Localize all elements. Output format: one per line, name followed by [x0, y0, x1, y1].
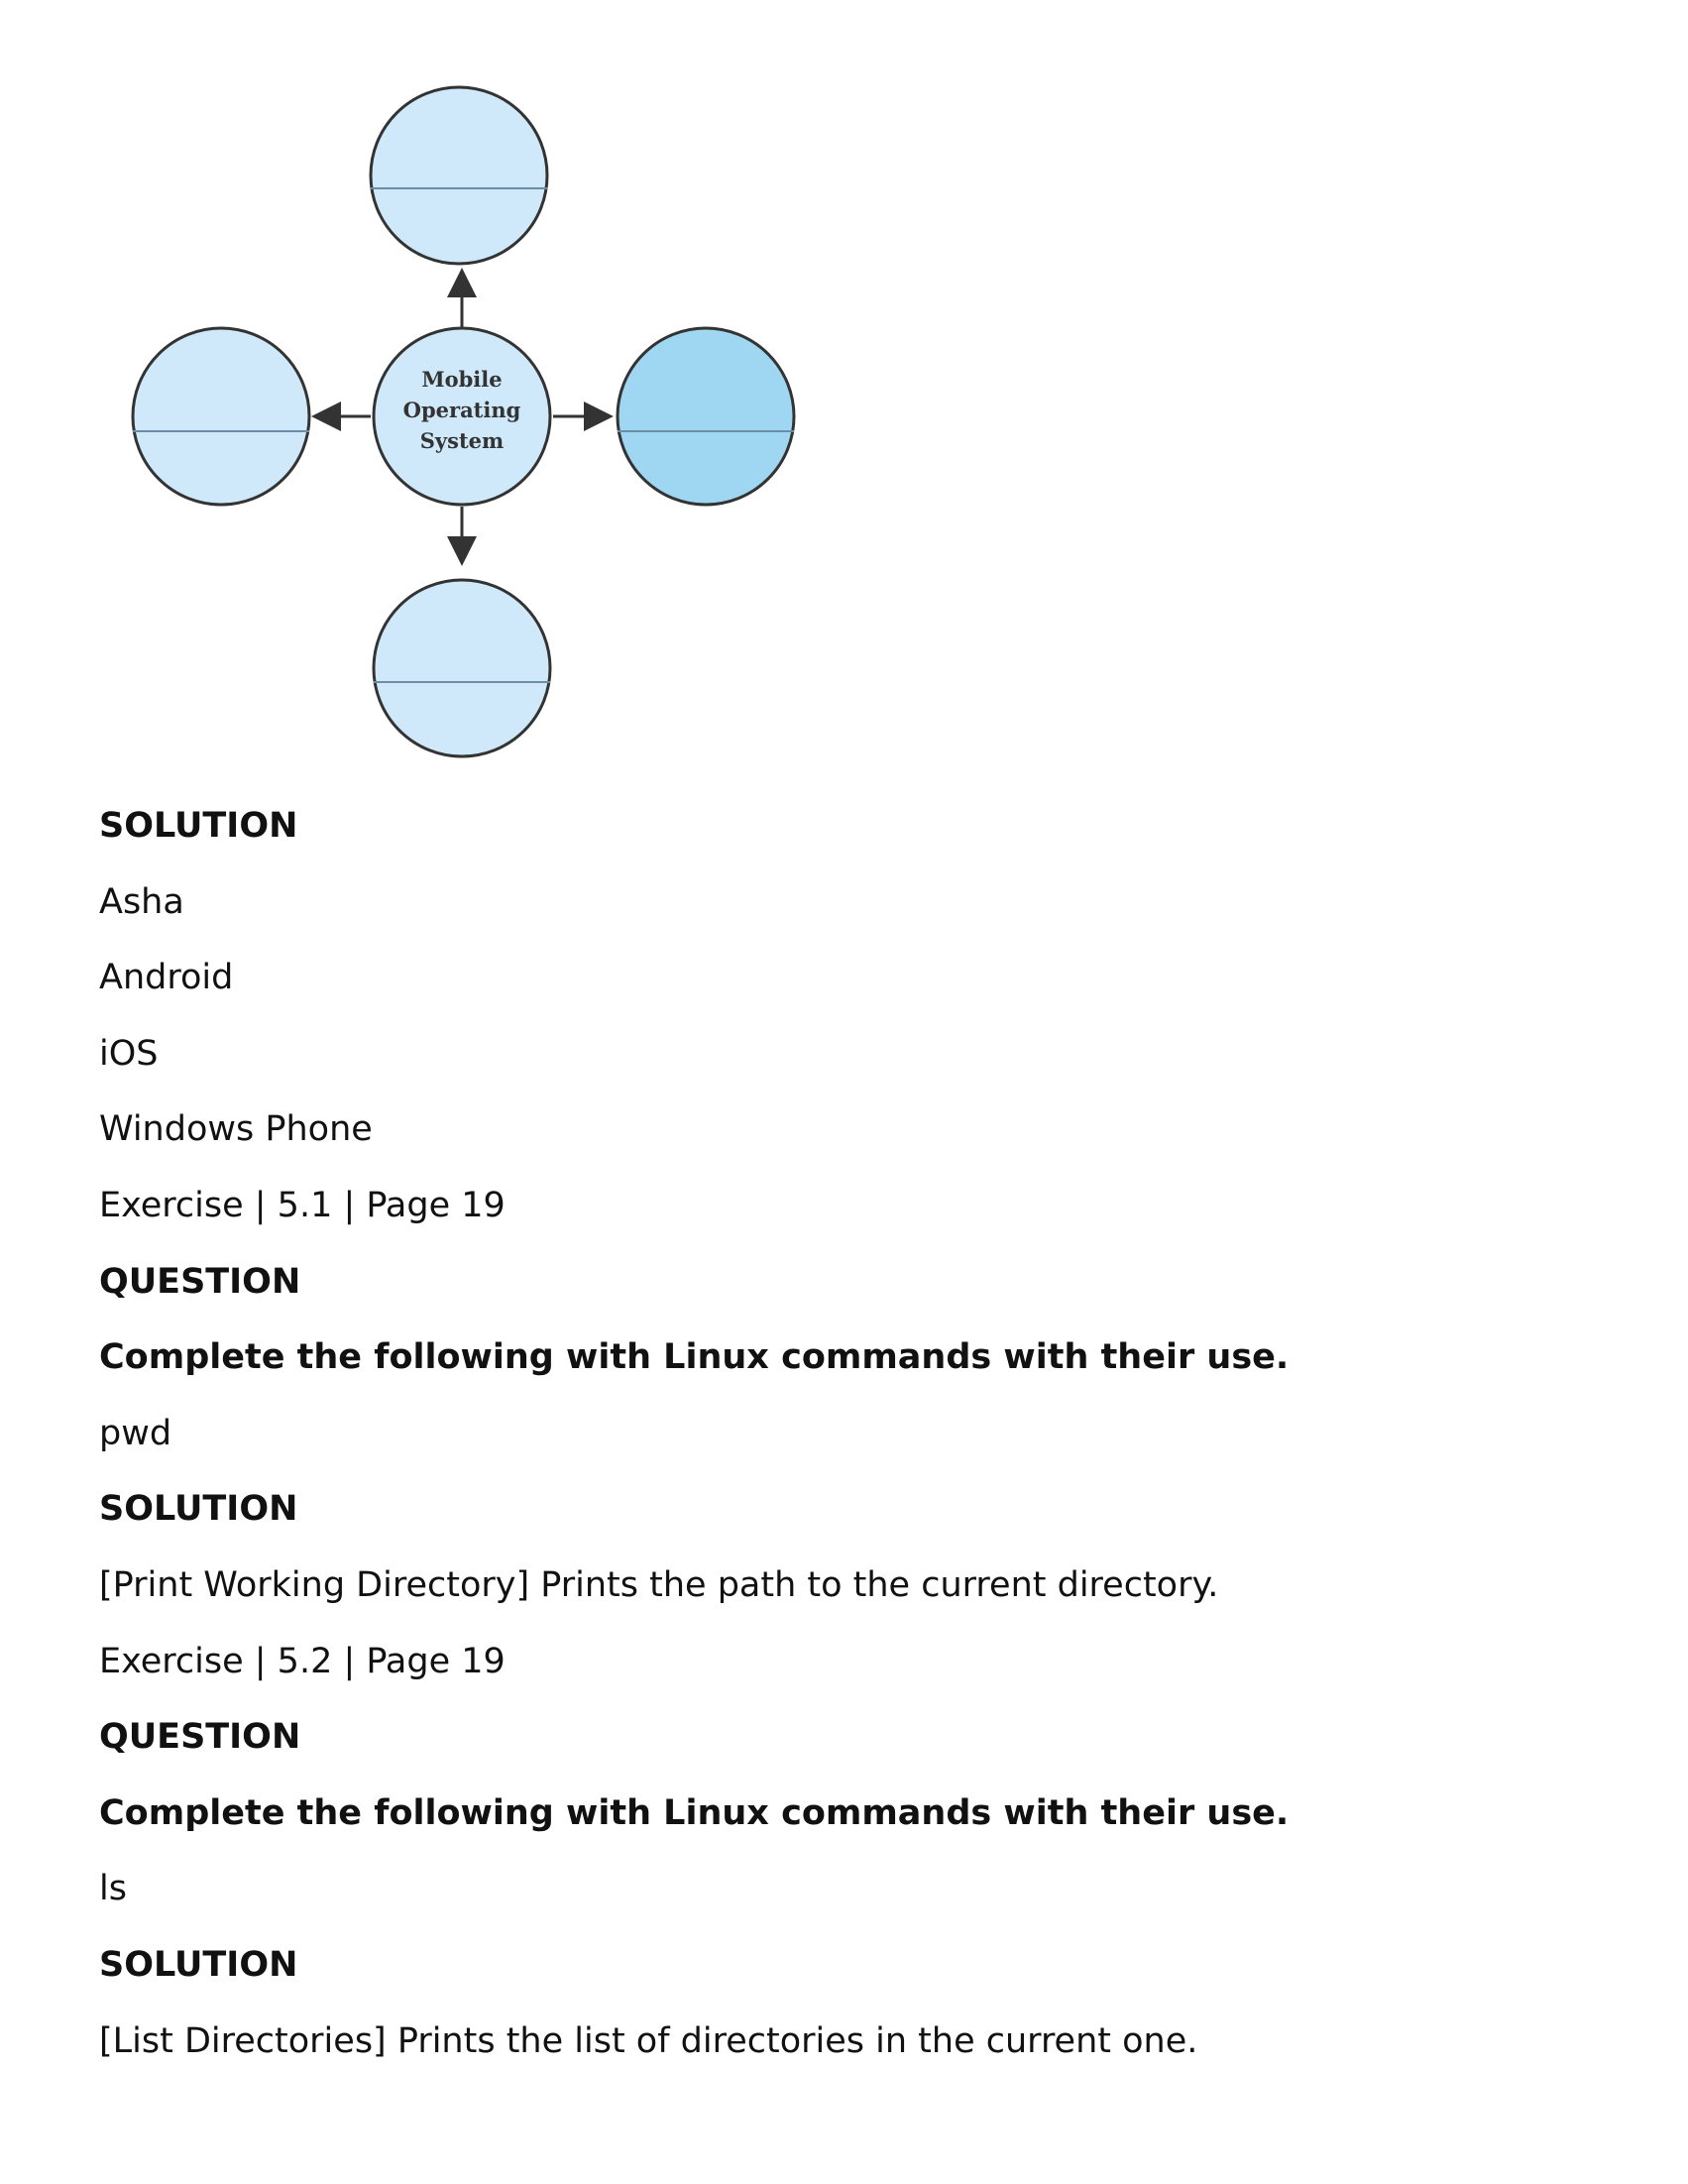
answer-ios: iOS [99, 1033, 159, 1074]
bottom-circle-shape [374, 580, 550, 756]
center-label-line-3: System [419, 428, 505, 453]
question-text-1: Complete the following with Linux commands with their use. [99, 1337, 1290, 1378]
left-circle-shape [133, 328, 309, 505]
left-os-circle [133, 328, 309, 505]
top-circle-shape [371, 87, 547, 264]
command-pwd: pwd [99, 1413, 172, 1453]
pwd-explanation: [Print Working Directory] Prints the path to the current directory. [99, 1564, 1219, 1605]
center-label-line-1: Mobile [421, 367, 503, 392]
answer-android: Android [99, 958, 234, 998]
command-ls: ls [99, 1869, 127, 1909]
bottom-os-circle [374, 580, 550, 756]
right-circle-shape [618, 328, 794, 505]
question-heading-2: QUESTION [99, 1717, 301, 1758]
question-heading-1: QUESTION [99, 1261, 301, 1302]
solution-heading-3: SOLUTION [99, 1944, 298, 1985]
right-os-circle [618, 328, 794, 505]
answer-windows-phone: Windows Phone [99, 1109, 373, 1150]
ls-explanation: [List Directories] Prints the list of directories in the current one. [99, 2020, 1198, 2061]
top-os-circle [371, 87, 547, 264]
center-os-circle [374, 328, 550, 505]
document-content [99, 788, 1586, 2079]
mobile-os-diagram [0, 0, 1688, 793]
exercise-5-2-label: Exercise | 5.2 | Page 19 [99, 1641, 506, 1681]
exercise-5-1-label: Exercise | 5.1 | Page 19 [99, 1185, 506, 1225]
question-text-2: Complete the following with Linux commands with their use. [99, 1792, 1290, 1833]
solution-heading-2: SOLUTION [99, 1489, 298, 1530]
solution-heading-1: SOLUTION [99, 806, 298, 846]
answer-asha: Asha [99, 881, 184, 922]
center-label-line-2: Operating [402, 398, 521, 422]
